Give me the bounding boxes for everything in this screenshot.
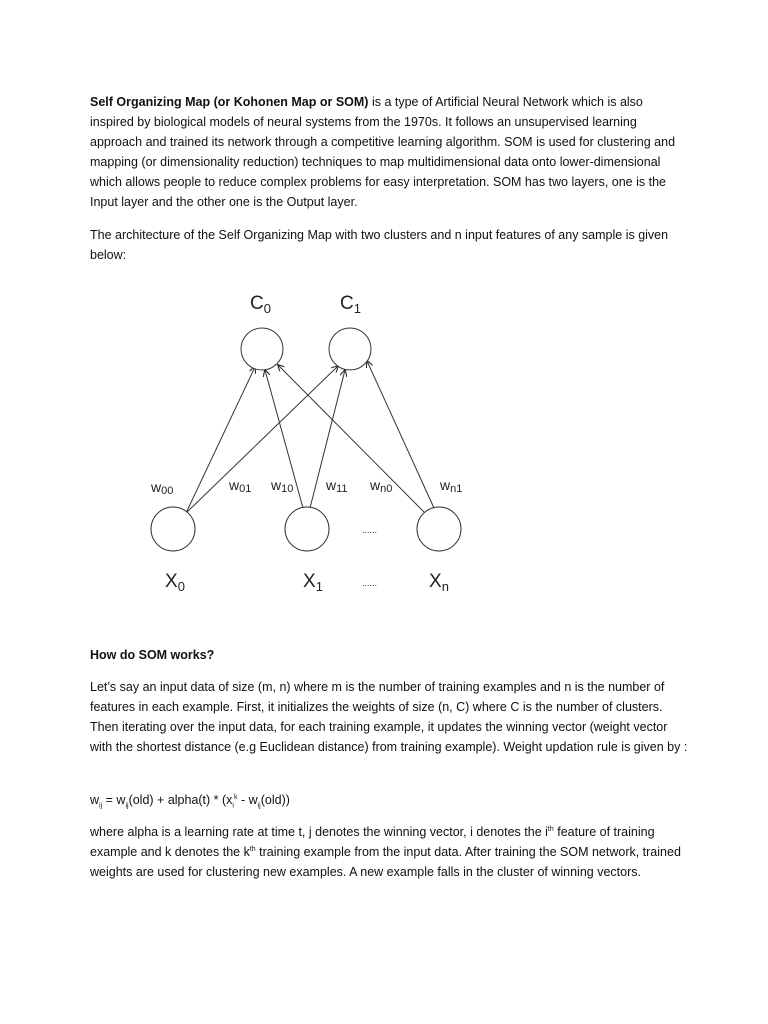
cluster-label-c1: $C_1$ [340,293,361,316]
weight-label-w10: w10 [271,477,294,495]
input-label-x1: $X_1$ [303,571,323,594]
node-ellipsis: ...... [362,525,378,535]
som-architecture-diagram [0,280,768,610]
input-label-ellipsis: ...... [362,578,378,588]
section-heading: How do SOM works? [90,648,215,662]
how-it-works-paragraph: Let’s say an input data of size (m, n) where m is the number of training examples and n is the number of features in each example. First, it initializes the weights of size (n, C) where C is the number of clusters. Then iterating over the input data, for each training example, it updates the winning vector (weight vector with the shortest distance (e.g Euclidean distance) from training example). Weight updation rule is given by : [90,680,688,754]
cluster-node-c1 [329,328,371,370]
edge-x0-c1 [186,366,338,513]
input-label-x0: $X_0$ [165,571,185,594]
input-node-xn [417,507,461,551]
cluster-nodes [241,328,371,370]
input-node-x1 [285,507,329,551]
intro-paragraph [90,92,690,212]
weight-label-w01: w01 [229,477,252,495]
connection-lines [186,361,434,513]
input-label-xn: $X_n$ [429,571,449,594]
final-paragraph: where alpha is a learning rate at time t, j denotes the winning vector, i denotes the $i^{th}$ feature of training example and k denotes the $k^{th}$ training example from the input data. After training the SOM network, trained weights are used for clustering new examples. A new example falls in the cluster of winning vectors. [90,825,681,879]
weight-label-w00: w00 [151,479,174,497]
intro-title: Self Organizing Map (or Kohonen Map or SOM) [90,95,369,109]
intro-body: is a type of Artificial Neural Network which is also inspired by biological models of neural systems from the 1970s. It follows an unsupervised learning approach and trained its network through a competitive learning algorithm. SOM is used for clustering and mapping (or dimensionality reduction) techniques to map multidimensional data onto lower-dimensional which allows people to reduce complex problems for easy interpretation. SOM has two layers, one is the Input layer and the other one is the Output layer. [90,95,676,209]
weight-label-w11: w11 [326,477,348,495]
weight-label-wn1: wn1 [440,477,463,495]
cluster-label-c0: $C_0$ [250,293,271,316]
architecture-paragraph: The architecture of the Self Organizing Map with two clusters and n input features of any sample is given below: [90,228,669,262]
input-nodes [151,507,461,551]
weight-update-formula: $w_{ij} = w_{ij}(old)$ + alpha(t) * $(x_i^k - w_{ij}(old))$ [90,793,290,810]
weight-label-wn0: wn0 [370,477,393,495]
cluster-node-c0 [241,328,283,370]
input-node-x0 [151,507,195,551]
